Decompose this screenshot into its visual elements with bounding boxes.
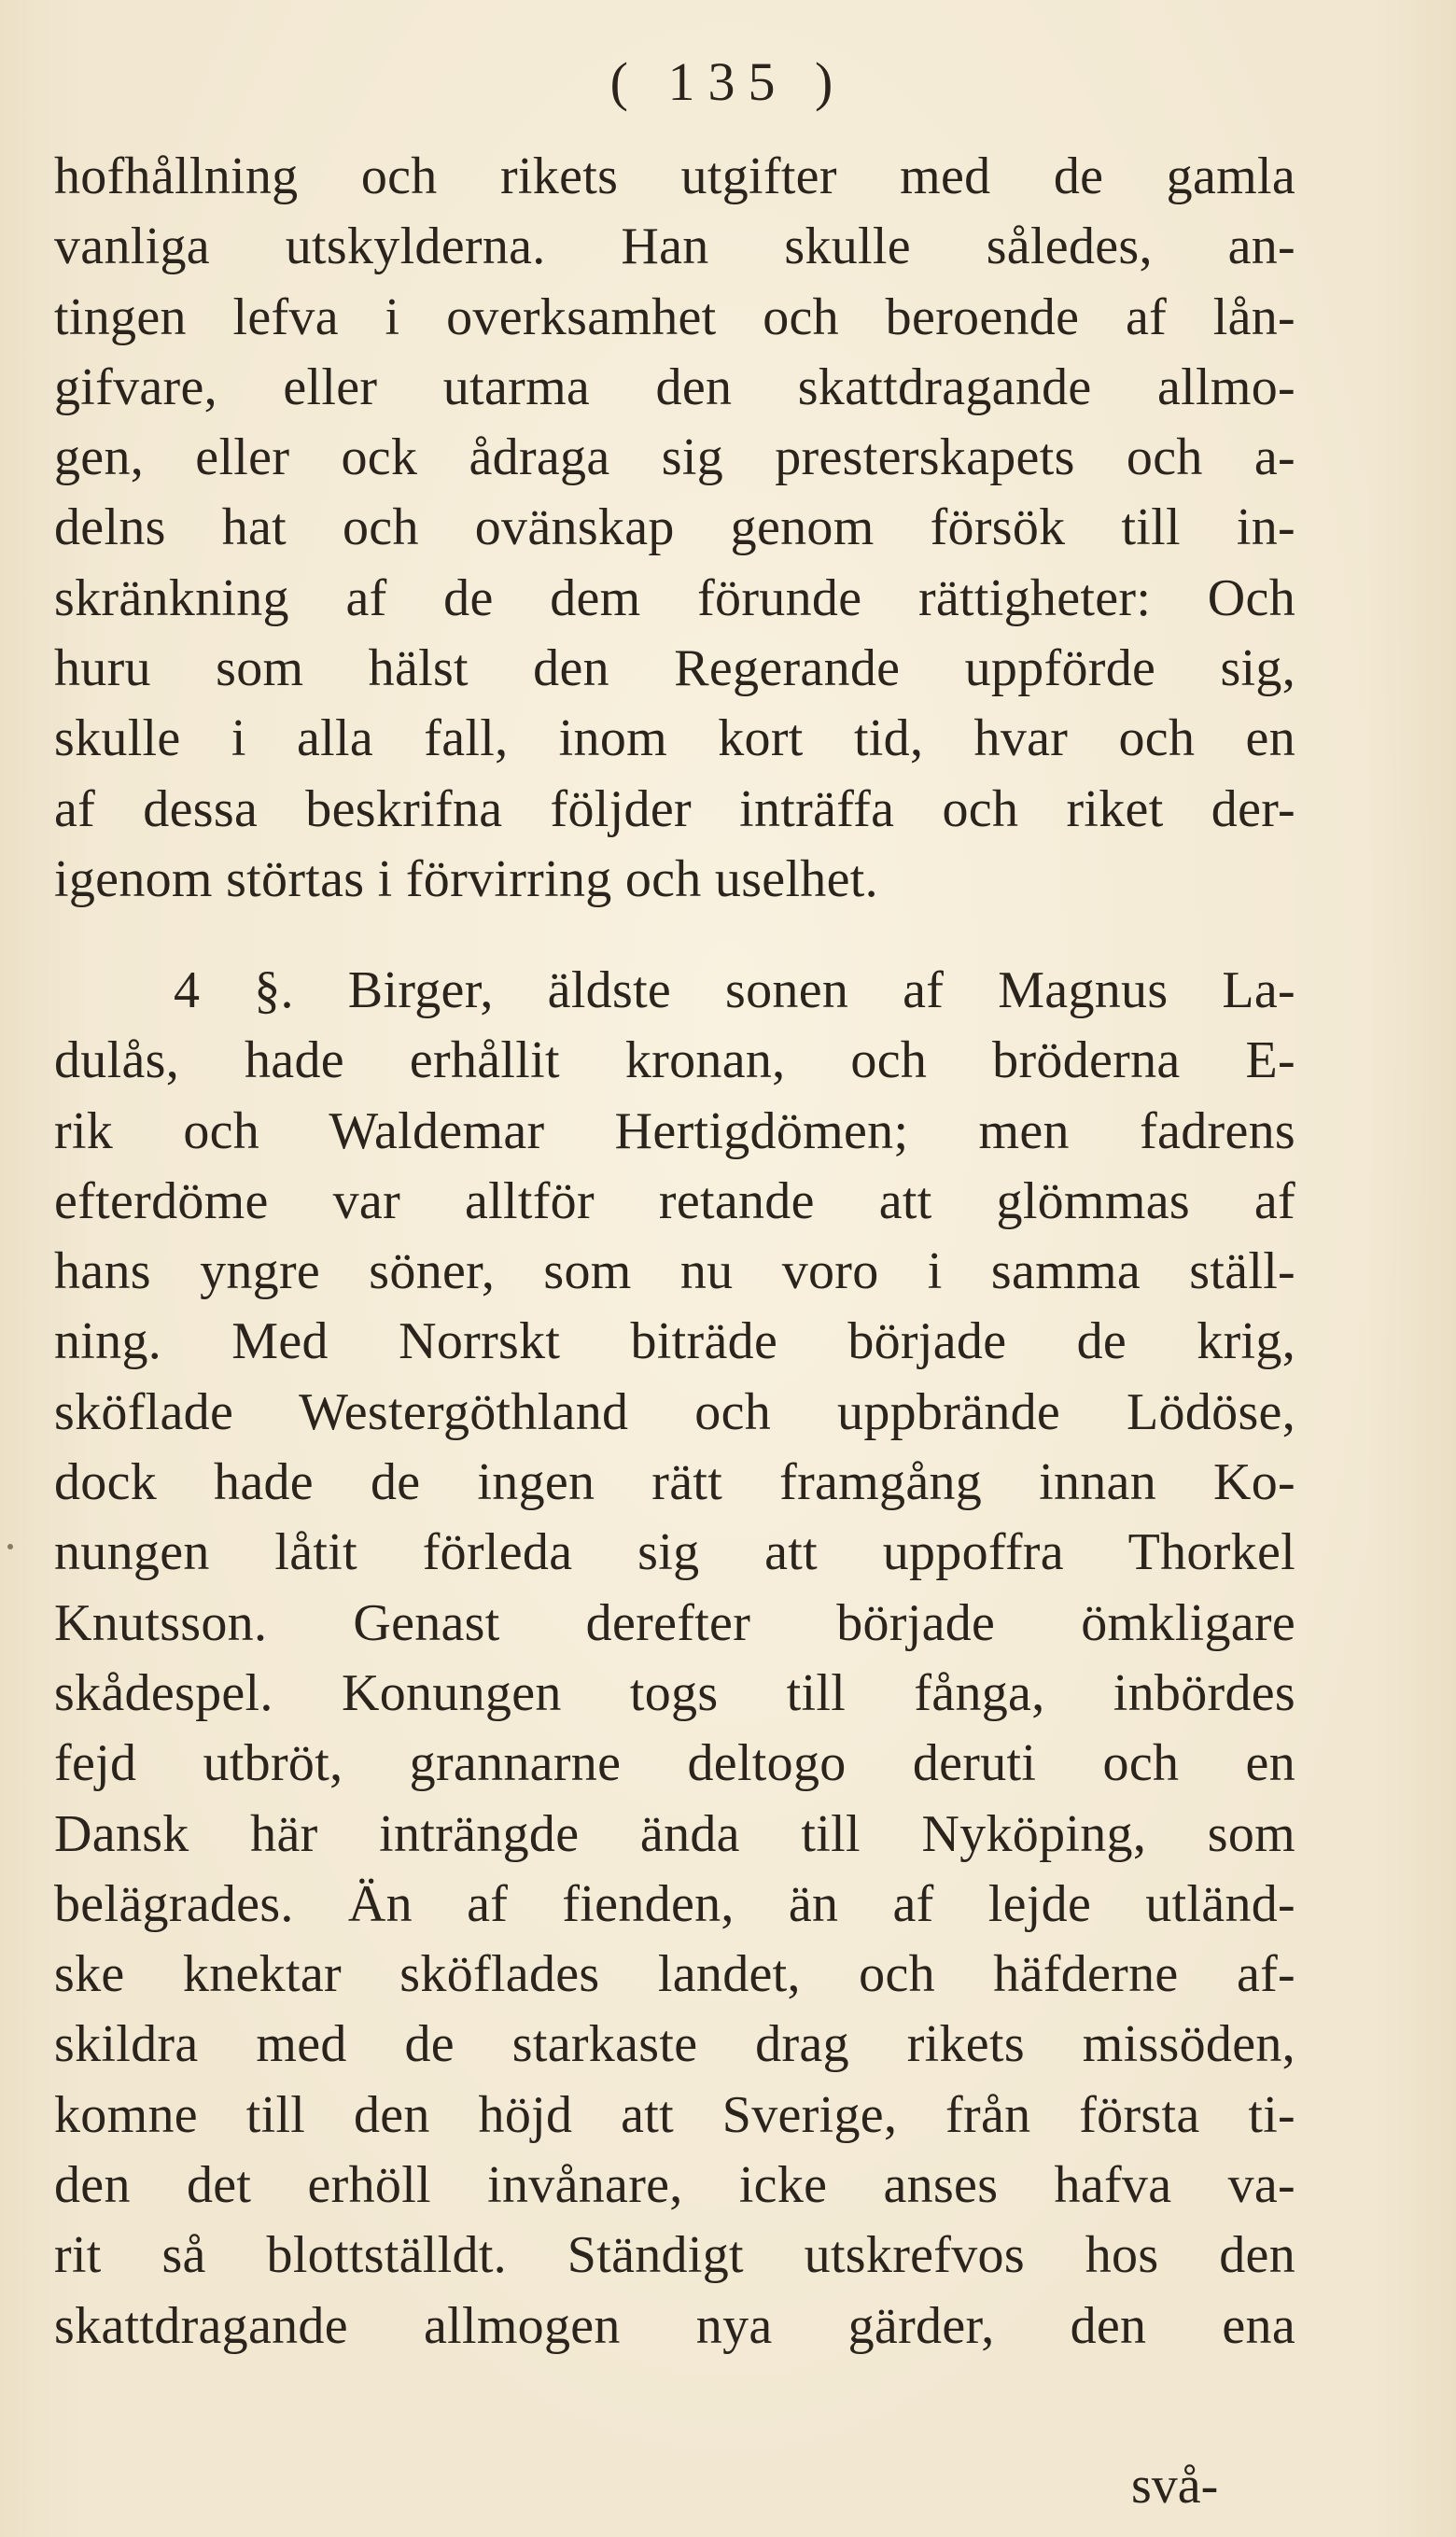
text-line: igenom störtas i förvirring och uselhet. (54, 849, 878, 908)
page-number: ( 135 ) (609, 51, 847, 112)
text-line: vanliga utskylderna. Han skulle således, an- (54, 217, 1295, 276)
text-line: hans yngre söner, som nu voro i samma ställ- (54, 1242, 1295, 1301)
text-line: skränkning af de dem förunde rättigheter: Och (54, 568, 1295, 627)
margin-mark (7, 1544, 13, 1549)
text-line: skattdragande allmogen nya gärder, den ena (54, 2296, 1295, 2355)
text-line: fejd utbröt, grannarne deltogo deruti och en (54, 1734, 1295, 1793)
text-line: nungen låtit förleda sig att uppoffra Thorkel (54, 1523, 1295, 1582)
text-line: belägrades. Än af fienden, än af lejde utländ- (54, 1874, 1295, 1933)
text-line: skildra med de starkaste drag rikets missöden, (54, 2015, 1295, 2074)
text-line: hofhållning och rikets utgifter med de gamla (54, 147, 1295, 205)
text-line: tingen lefva i overksamhet och beroende af lån- (54, 287, 1295, 346)
text-line: rik och Waldemar Hertigdömen; men fadrens (54, 1101, 1295, 1160)
text-line: gifvare, eller utarma den skattdragande allmo- (54, 357, 1295, 416)
text-line: komne till den höjd att Sverige, från första ti- (54, 2085, 1295, 2144)
text-line: Knutsson. Genast derefter började ömkligare (54, 1593, 1295, 1652)
text-line: af dessa beskrifna följder inträffa och riket der- (54, 779, 1295, 838)
text-line: skådespel. Konungen togs till fånga, inbördes (54, 1663, 1295, 1722)
paragraph-2 (54, 956, 1295, 2362)
catchword: svå- (1131, 2457, 1219, 2515)
text-line: ske knektar sköflades landet, och häfderne af- (54, 1945, 1295, 2004)
text-line: huru som hälst den Regerande uppförde sig, (54, 639, 1295, 698)
text-line: dulås, hade erhållit kronan, och bröderna E- (54, 1031, 1295, 1090)
text-line: gen, eller ock ådraga sig presterskapets och a- (54, 428, 1295, 487)
text-line: dock hade de ingen rätt framgång innan Ko- (54, 1453, 1295, 1512)
section-heading-line: 4 §. Birger, äldste sonen af Magnus La- (174, 961, 1295, 1019)
text-line: rit så blottställdt. Ständigt utskrefvos hos den (54, 2226, 1295, 2285)
paragraph-1 (54, 142, 1295, 915)
text-line: den det erhöll invånare, icke anses hafva va- (54, 2156, 1295, 2215)
text-line: Dansk här inträngde ända till Nyköping, som (54, 1804, 1295, 1863)
text-line: delns hat och ovänskap genom försök till in- (54, 498, 1295, 557)
text-line: efterdöme var alltför retande att glömmas af (54, 1171, 1295, 1230)
text-line: sköflade Westergöthland och uppbrände Lödöse, (54, 1382, 1295, 1441)
text-line: skulle i alla fall, inom kort tid, hvar och en (54, 709, 1295, 768)
text-line: ning. Med Norrskt biträde började de krig, (54, 1312, 1295, 1371)
